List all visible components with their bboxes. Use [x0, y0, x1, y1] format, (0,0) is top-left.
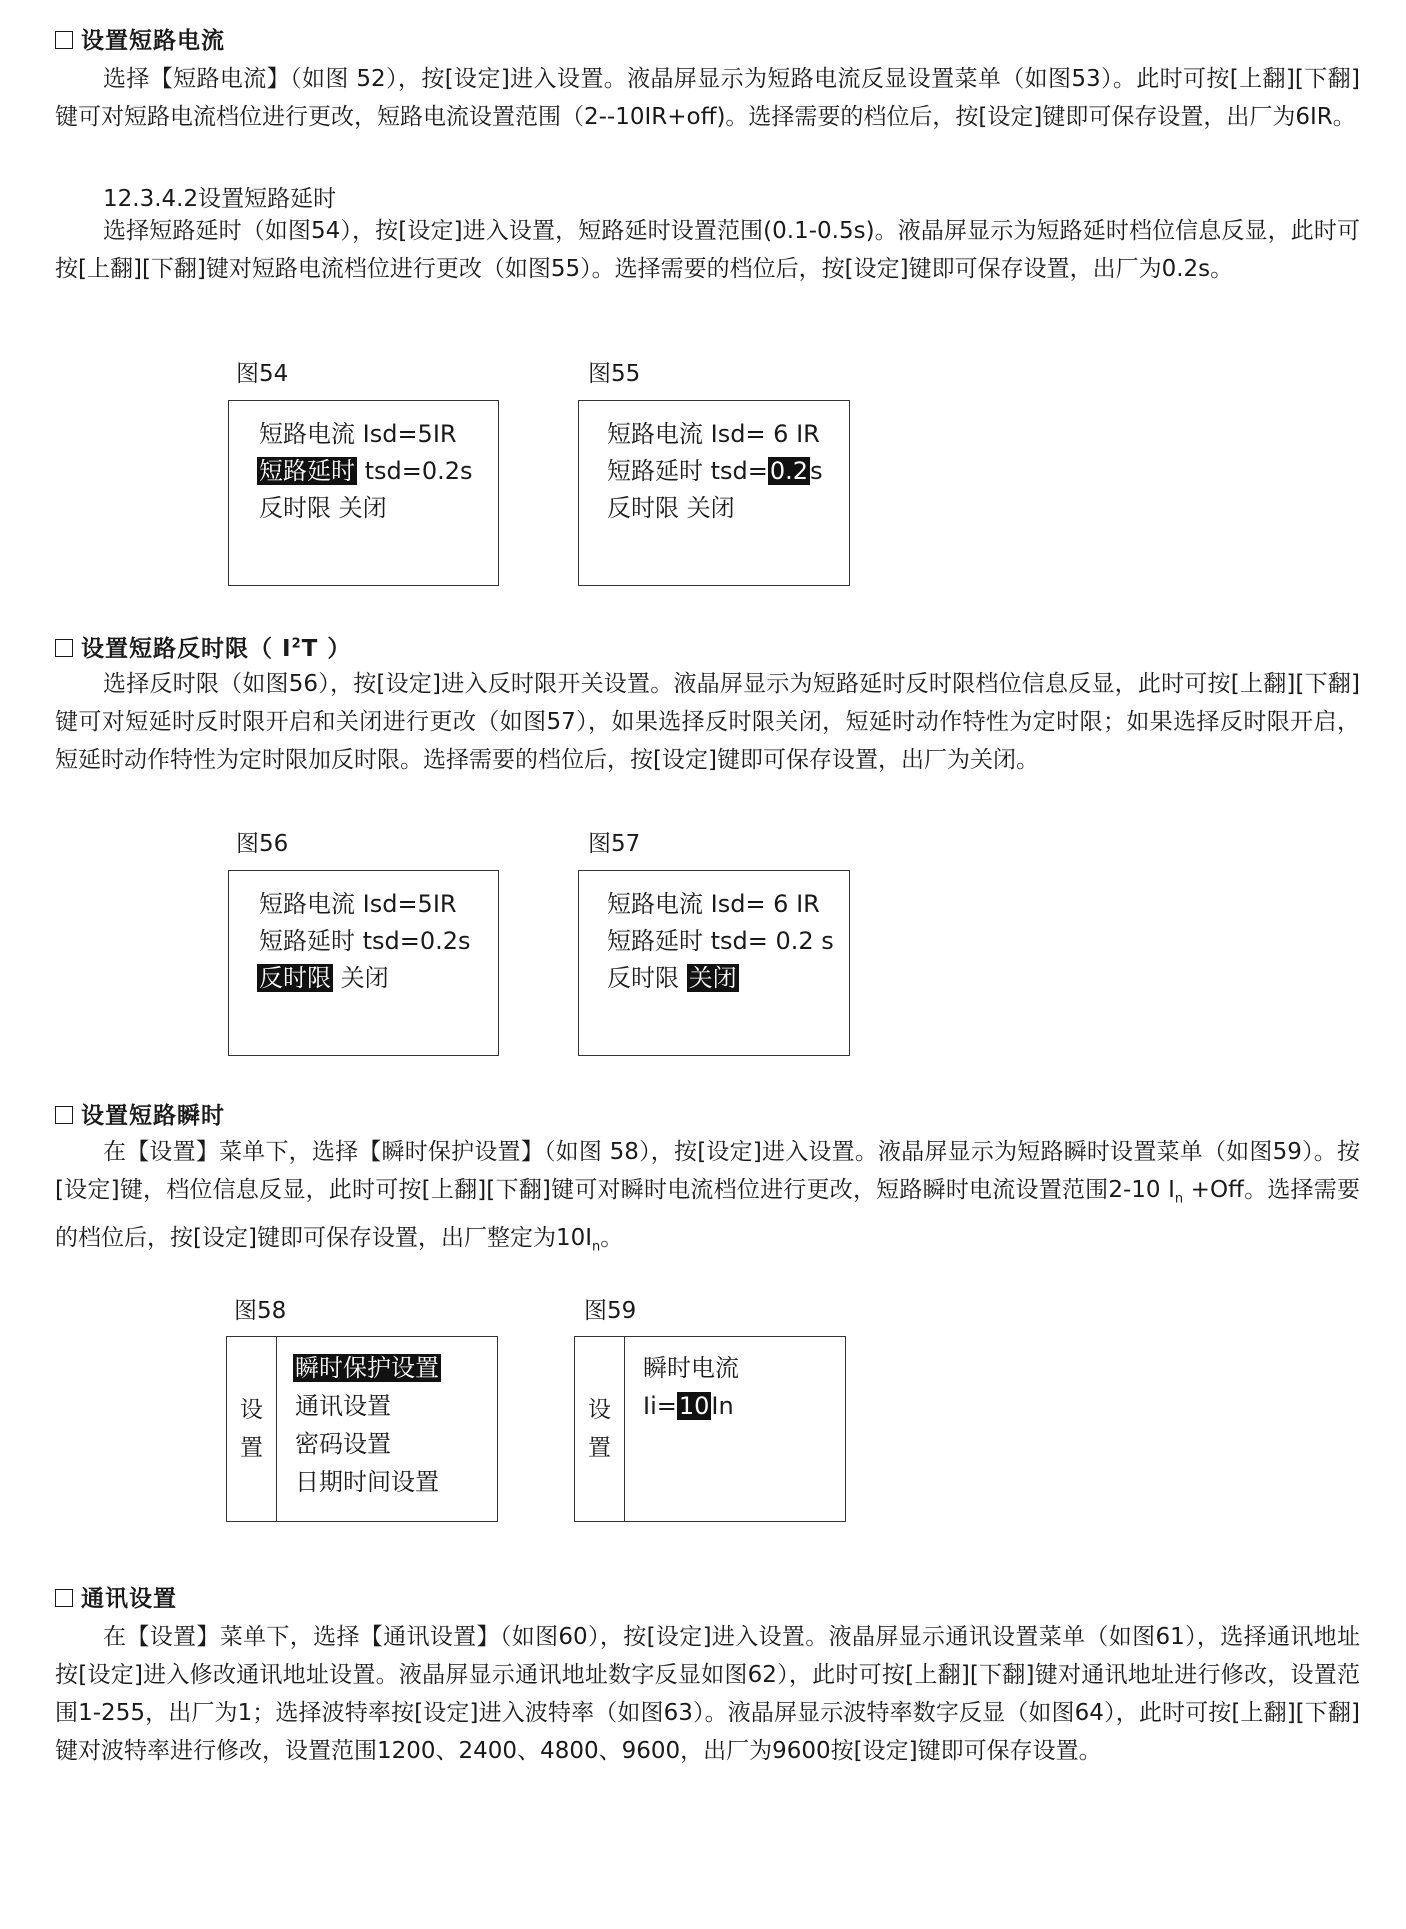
lcd-line-1: 短路电流 Isd=5IR [259, 420, 457, 448]
lcd-highlight: 短路延时 [259, 457, 355, 485]
figure-label-59: 图59 [584, 1298, 637, 1324]
menu-item-instant-protection [293, 1351, 441, 1385]
figure-label-55: 图55 [588, 361, 641, 387]
lcd-highlight: 10 [678, 1392, 710, 1420]
lcd-line-2: 短路延时 tsd=0.2s [259, 457, 473, 485]
lcd-line-1: 短路电流 Isd=5IR [259, 890, 457, 918]
checkbox-icon [55, 31, 73, 49]
lcd-line-2: 短路延时 tsd=0.2s [607, 457, 823, 485]
heading-inverse-time: 设置短路反时限（ $I^2T$ ） [55, 630, 351, 663]
figure-label-57: 图57 [588, 831, 641, 857]
lcd-line-3: 反时限 关闭 [259, 964, 389, 992]
lcd-line-1: 短路电流 Isd= 6 IR [607, 420, 820, 448]
lcd-line-3: 反时限 关闭 [607, 964, 737, 992]
lcd-line-1: 短路电流 Isd= 6 IR [607, 890, 820, 918]
lcd-line-1: 瞬时电流 [643, 1354, 739, 1382]
lcd-highlight: 0.2 [769, 457, 809, 485]
heading-instantaneous: 设置短路瞬时 [55, 1097, 225, 1130]
lcd-line-2: Ii=10In [643, 1392, 734, 1420]
figure-56-lcd [228, 870, 499, 1056]
lcd-highlight: 瞬时保护设置 [295, 1354, 439, 1382]
checkbox-icon [55, 639, 73, 657]
menu-item-password: 密码设置 [295, 1430, 391, 1458]
menu-item-datetime: 日期时间设置 [295, 1468, 439, 1496]
paragraph-short-circuit-delay: 选择短路延时（如图54），按[设定]进入设置，短路延时设置范围(0.1-0.5s)。液晶屏显示为短路延时档位信息反显，此时可按[上翻][下翻]键对短路电流档位进行更改（如图55）。选择需要的档位后，按[设定]键即可保存设置，出厂为0.2s。 [55, 218, 1360, 282]
paragraph-communication: 在【设置】菜单下，选择【通讯设置】（如图60），按[设定]进入设置。液晶屏显示通讯设置菜单（如图61），选择通讯地址按[设定]进入修改通讯地址设置。液晶屏显示通讯地址数字反显如图62），此时可按[上翻][下翻]键对通讯地址进行修改，设置范围1-255，出厂为1；选择波特率按[设定]进入波特率（如图63）。液晶屏显示波特率数字反显（如图64），此时可按[上翻][下翻]键对波特率进行修改，设置范围1200、2400、4800、9600，出厂为9600按[设定]键即可保存设置。 [55, 1624, 1360, 1764]
paragraph-short-circuit-current: 选择【短路电流】（如图 52），按[设定]进入设置。液晶屏显示为短路电流反显设置菜单（如图53）。此时可按[上翻][下翻]键可对短路电流档位进行更改，短路电流设置范围（2--10IR+off)。选择需要的档位后，按[设定]键即可保存设置，出厂为6IR。 [55, 66, 1360, 130]
menu-side-label: 设置 [575, 1337, 625, 1521]
figure-57-lcd [578, 870, 850, 1056]
figure-54-lcd [228, 400, 499, 586]
heading-communication: 通讯设置 [55, 1580, 177, 1613]
paragraph-instantaneous: 在【设置】菜单下，选择【瞬时保护设置】（如图 58），按[设定]进入设置。液晶屏显示为短路瞬时设置菜单（如图59）。按[设定]键，档位信息反显，此时可按[上翻][下翻]键可对瞬时电流档位进行更改，短路瞬时电流设置范围2-10 $I_n +Off$。选择需要的档位后，按[设定]键即可保存设置，出厂整定为$10I_n$。 [55, 1139, 1360, 1255]
subheading-short-circuit-delay: 12.3.4.2设置短路延时 [103, 186, 337, 212]
menu-side-label: 设置 [227, 1337, 277, 1521]
lcd-highlight: 关闭 [688, 964, 737, 992]
figure-55-lcd [578, 400, 850, 586]
lcd-highlight: 反时限 [259, 964, 331, 992]
paragraph-inverse-time: 选择反时限（如图56），按[设定]进入反时限开关设置。液晶屏显示为短路延时反时限档位信息反显，此时可按[上翻][下翻]键可对短延时反时限开启和关闭进行更改（如图57），如果选择反时限关闭，短延时动作特性为定时限；如果选择反时限开启，短延时动作特性为定时限加反时限。选择需要的档位后，按[设定]键即可保存设置，出厂为关闭。 [55, 671, 1360, 773]
checkbox-icon [55, 1589, 73, 1607]
lcd-line-3: 反时限 关闭 [607, 494, 735, 522]
figure-58-lcd [226, 1336, 498, 1522]
lcd-line-2: 短路延时 tsd= 0.2 s [607, 927, 834, 955]
menu-item-communication: 通讯设置 [295, 1392, 391, 1420]
heading-short-circuit-current: 设置短路电流 [55, 22, 225, 55]
checkbox-icon [55, 1106, 73, 1124]
figure-59-lcd [574, 1336, 846, 1522]
lcd-line-2: 短路延时 tsd=0.2s [259, 927, 471, 955]
figure-label-56: 图56 [236, 831, 289, 857]
lcd-line-3: 反时限 关闭 [259, 494, 387, 522]
figure-label-58: 图58 [234, 1298, 287, 1324]
figure-label-54: 图54 [236, 361, 289, 387]
